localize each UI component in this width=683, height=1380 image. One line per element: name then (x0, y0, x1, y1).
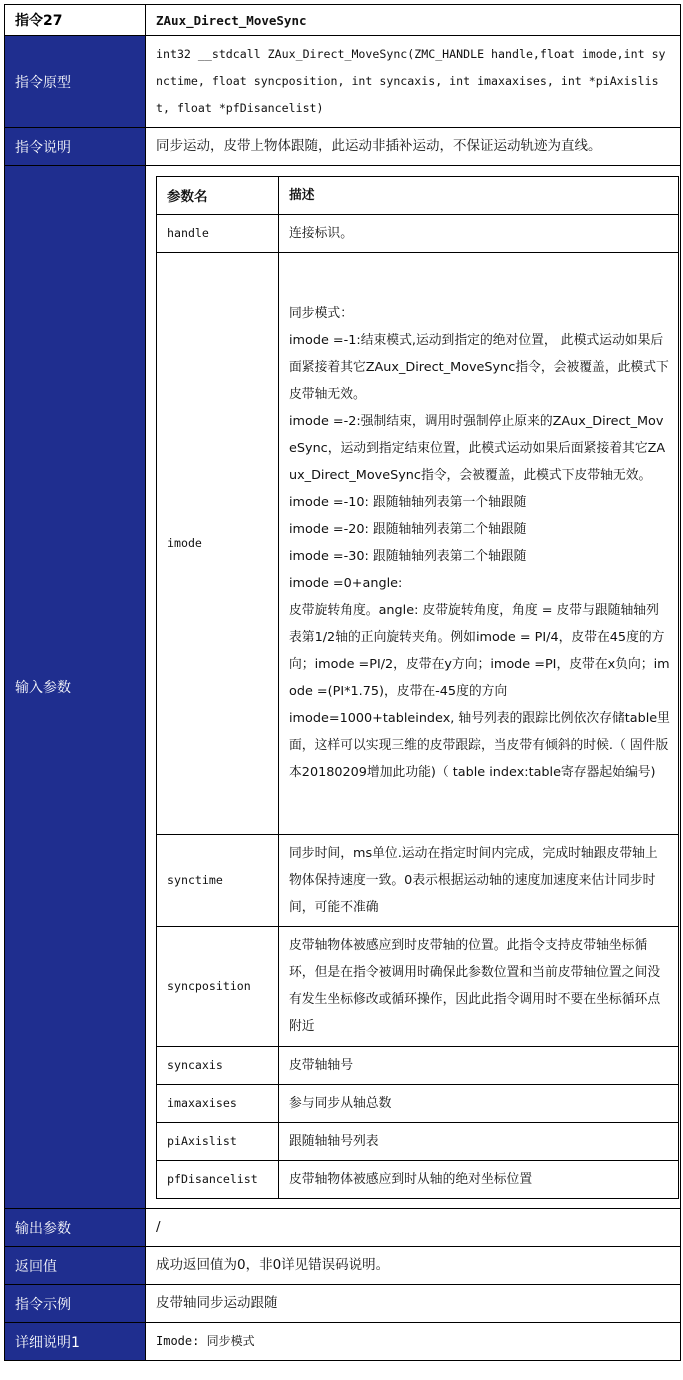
param-row (157, 834, 679, 926)
output-label: 输出参数 (5, 1209, 146, 1247)
param-desc (279, 1046, 679, 1084)
param-desc-line: imode =0+angle: (289, 576, 403, 591)
instruction-name: ZAux_Direct_MoveSync (146, 5, 681, 36)
param-desc (279, 214, 679, 252)
detail-value: Imode: 同步模式 (146, 1323, 681, 1361)
params-body (157, 214, 679, 1198)
instruction-number: 指令27 (5, 5, 146, 36)
param-desc (279, 1160, 679, 1198)
param-desc-line: 跟随轴轴号列表 (289, 1133, 379, 1149)
input-params-cell (146, 166, 681, 1209)
param-name: imaxaxises (157, 1084, 279, 1122)
param-row (157, 1122, 679, 1160)
param-row (157, 926, 679, 1046)
param-row (157, 252, 679, 834)
output-value: / (146, 1209, 681, 1247)
param-desc (279, 252, 679, 834)
param-desc (279, 1122, 679, 1160)
param-desc-line: imode =-20: 跟随轴轴列表第二个轴跟随 (289, 522, 527, 537)
param-desc-line: 同步模式： (289, 306, 353, 321)
param-name: syncposition (157, 926, 279, 1046)
params-table (156, 176, 679, 1199)
return-value: 成功返回值为0，非0详见错误码说明。 (146, 1247, 681, 1285)
return-row (5, 1247, 681, 1285)
param-desc-line: 参与同步从轴总数 (289, 1095, 392, 1111)
description-row (5, 128, 681, 166)
input-params-label: 输入参数 (5, 166, 146, 1209)
param-desc-line: 连接标识。 (289, 225, 353, 241)
param-desc-line: 皮带旋转角度。angle: 皮带旋转角度，角度 = 皮带与跟随轴轴列表第1/2轴的正向旋转夹角。例如imode = PI/4，皮带在45度的方向；imode =PI/2，皮带在y方向；imode =PI，皮带在x负向；imode =(PI*1.75)，皮带在-45度的方向 (289, 603, 670, 699)
param-name: piAxislist (157, 1122, 279, 1160)
instruction-table (4, 4, 681, 1361)
col-param-name: 参数名 (157, 176, 279, 214)
param-name: pfDisancelist (157, 1160, 279, 1198)
param-desc-line: 皮带轴物体被感应到时皮带轴的位置。此指令支持皮带轴坐标循环，但是在指令被调用时确保此参数位置和当前皮带轴位置之间没有发生坐标修改或循环操作，因此此指令调用时不要在坐标循环点附近 (289, 938, 661, 1034)
param-desc-line: imode =-1:结束模式,运动到指定的绝对位置， 此模式运动如果后面紧接着其它ZAux_Direct_MoveSync指令，会被覆盖，此模式下皮带轴无效。 (289, 333, 669, 402)
param-desc-line: imode =-30: 跟随轴轴列表第二个轴跟随 (289, 549, 527, 564)
param-name: synctime (157, 834, 279, 926)
param-row (157, 1160, 679, 1198)
param-desc (279, 834, 679, 926)
return-label: 返回值 (5, 1247, 146, 1285)
description-label: 指令说明 (5, 128, 146, 166)
header-row (5, 5, 681, 36)
param-name: handle (157, 214, 279, 252)
detail-row (5, 1323, 681, 1361)
param-desc-line: imode =-2:强制结束，调用时强制停止原来的ZAux_Direct_MoveSync，运动到指定结束位置，此模式运动如果后面紧接着其它ZAux_Direct_MoveSync指令，会被覆盖，此模式下皮带轴无效。 (289, 414, 666, 483)
example-row (5, 1285, 681, 1323)
param-name: syncaxis (157, 1046, 279, 1084)
params-header-row (157, 176, 679, 214)
prototype-row (5, 36, 681, 128)
output-row (5, 1209, 681, 1247)
param-desc (279, 1084, 679, 1122)
param-desc (279, 926, 679, 1046)
param-desc-line: imode =-10: 跟随轴轴列表第一个轴跟随 (289, 495, 527, 510)
param-row (157, 214, 679, 252)
param-desc-line: 皮带轴物体被感应到时从轴的绝对坐标位置 (289, 1171, 533, 1187)
prototype-label: 指令原型 (5, 36, 146, 128)
param-name: imode (157, 252, 279, 834)
param-desc-line: 同步时间，ms单位.运动在指定时间内完成，完成时轴跟皮带轴上物体保持速度一致。0表示根据运动轴的速度加速度来估计同步时间，可能不准确 (289, 845, 658, 915)
param-desc-line: 皮带轴轴号 (289, 1057, 353, 1073)
description-value: 同步运动，皮带上物体跟随，此运动非插补运动，不保证运动轨迹为直线。 (146, 128, 681, 166)
param-row (157, 1084, 679, 1122)
param-desc-line: imode=1000+tableindex, 轴号列表的跟踪比例依次存储table里面，这样可以实现三维的皮带跟踪，当皮带有倾斜的时候.（ 固件版本20180209增加此功能)（ table index:table寄存器起始编号) (289, 711, 670, 780)
input-params-row (5, 166, 681, 1209)
detail-label: 详细说明1 (5, 1323, 146, 1361)
example-value: 皮带轴同步运动跟随 (146, 1285, 681, 1323)
example-label: 指令示例 (5, 1285, 146, 1323)
param-row (157, 1046, 679, 1084)
prototype-value: int32 __stdcall ZAux_Direct_MoveSync(ZMC_HANDLE handle,float imode,int synctime, float syncposition, int syncaxis, int imaxaxises, int *piAxislist, float *pfDisancelist) (146, 36, 681, 128)
col-param-desc: 描述 (279, 176, 679, 214)
